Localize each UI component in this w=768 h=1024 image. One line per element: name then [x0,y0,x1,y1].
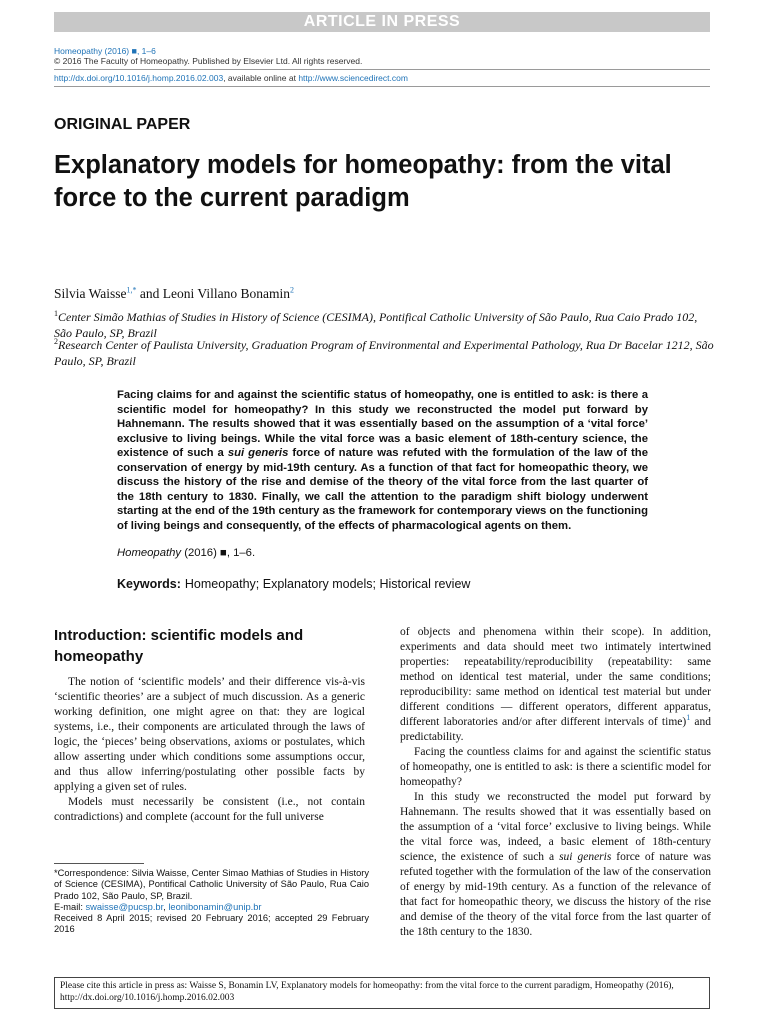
abstract-citation-year: (2016) [181,547,220,559]
journal-link[interactable]: Homeopathy (2016) [54,46,130,56]
abstract-citation [117,547,255,559]
email-label: E-mail: [54,901,86,912]
affiliation-number: 2 [54,337,58,346]
doi-link[interactable]: http://dx.doi.org/10.1016/j.homp.2016.02.003 [54,73,224,83]
email-link[interactable]: leonibonamin@unip.br [168,901,262,912]
abstract-text: force of nature was refuted with the formulation of the law of the conservation of energy by mid-19th century. As a function of that fact for homeopathic theory, we discuss the history of the rise and demise of the theory of the vital force from the last quarter of the 18th century to 1830. Finally, we call the attention to the paradigm shift biology underwent starting at the end of the 19th century as the framework for contemporary views on the functioning of living beings and consequently, of the effects of pharmacological agents on them. [117,447,648,532]
sciencedirect-link[interactable]: http://www.sciencedirect.com [298,73,408,83]
body-paragraph: The notion of ‘scientific models’ and their difference vis-à-vis ‘scientific theories’ are a subject of much discussion. As a generic working definition, one might agree on that: they are logical systems, i.e., their components are articulated through the laws of logic, the ‘pieces’ being observations, axioms or postulates, which allow asserting under which conditions some assumptions occur, and thus allow inferring/postulating other possible facts by applying a given set of rules. [54,676,365,793]
affiliation-text: Center Simão Mathias of Studies in History of Science (CESIMA), Pontifical Catholic University of São Paulo, Rua Caio Prado 102, São Paulo, SP, Brazil [54,310,698,340]
body-paragraph [400,625,711,745]
italic-term: sui generis [559,851,612,863]
reference-marker[interactable]: 1 [686,713,691,723]
author-name: Silvia Waisse [54,286,127,301]
author-list [54,286,294,302]
correspondence-footnote [54,868,369,936]
page-range: , 1–6 [136,46,156,56]
volume-placeholder-icon: ■ [131,46,137,56]
section-heading: Introduction: scientific models and homeopathy [54,627,304,665]
author-affiliation-marker[interactable]: 2 [289,285,294,295]
author-conjunction: and [136,286,163,301]
abstract-italic-term: sui generis [227,447,289,459]
copyright-line: © 2016 The Faculty of Homeopathy. Published by Elsevier Ltd. All rights reserved. [54,56,363,66]
header-divider-bottom [54,86,710,87]
author-affiliation-marker[interactable]: 1,* [126,285,137,295]
paragraph-text: force of nature was refuted together with the formulation of the law of the conservation of energy by mid-19th century. As a function of the relevance of that fact for homeopathic theory, we discuss the history of the rise and demise of the theory of the vital force from the last quarter of the 18th century to the 1830. [400,851,711,938]
footnote-divider [54,863,144,864]
abstract [117,388,648,533]
received-dates: Received 8 April 2015; revised 20 February 2016; accepted 29 February 2016 [54,913,369,935]
affiliation-number: 1 [54,309,58,318]
keywords-label: Keywords: [117,577,181,591]
body-paragraph: Facing the countless claims for and against the scientific status of homeopathy, one is entitled to ask: is there a scientific model for homeopathy? [400,746,711,788]
correspondence-text: *Correspondence: Silvia Waisse, Center Simao Mathias of Studies in History of Science (CESIMA), Pontifical Catholic University of São Paulo, Rua Caio Prado 102, São Paulo, SP, Brazil. [54,868,369,901]
article-in-press-banner: ARTICLE IN PRESS [54,12,710,32]
keywords-text: Homeopathy; Explanatory models; Historical review [184,577,471,591]
right-column [400,625,711,940]
paragraph-text: and predictability. [400,716,711,743]
body-paragraph: Models must necessarily be consistent (i.e., not contain contradictions) and complete (account for the full universe [54,796,365,823]
body-paragraph [400,790,711,940]
volume-placeholder-icon: ■ [220,547,227,559]
abstract-text: Facing claims for and against the scientific status of homeopathy, one is entitled to ask: is there a scientific model for homeopathy? In this study we reconstructed the model put forward by Hahnemann. The results showed that it was essentially based on the assumption of a ‘vital force’ exclusive to living beings. While the vital force was a basic element of 18th-century science, the existence of such a [117,389,648,459]
email-separator: , [163,901,169,912]
email-line [54,902,369,913]
affiliation-text: Research Center of Paulista University, Graduation Program of Environmental and Experimental Pathology, Rua Dr Bacelar 1212, São Paulo, SP, Brazil [54,338,714,368]
affiliation [54,338,714,369]
header-divider [54,69,710,70]
citation-notice-box: Please cite this article in press as: Waisse S, Bonamin LV, Explanatory models for homeopathy: from the vital force to the current paradigm, Homeopathy (2016), http://dx.doi.org/10.1016/j.homp.2016.02.003 [54,977,710,1009]
keywords [117,577,470,591]
left-column [54,625,365,825]
paragraph-text: of objects and phenomena within their scope). In addition, experiments and data should meet two intimately intertwined properties: repeatability/reproducibility (repeatability: same method on identical test material, under the same conditions; reproducibility: same method on identical test material but under different conditions — different operators, different apparatus, different laboratories and/or after different intervals of time) [400,626,711,728]
available-online-text: , available online at [223,73,299,83]
abstract-citation-journal: Homeopathy [117,547,182,559]
abstract-citation-pages: , 1–6. [226,547,256,559]
paragraph-text: In this study we reconstructed the model put forward by Hahnemann. The results showed that it was essentially based on the assumption of a ‘vital force’ exclusive to living beings. While the vital force was, indeed, a basic element of 18th-century science, the existence of such a [400,791,711,863]
doi-line [54,73,408,84]
article-title: Explanatory models for homeopathy: from the vital force to the current paradigm [54,151,672,212]
affiliation [54,310,714,341]
article-type-label: ORIGINAL PAPER [54,116,191,133]
email-link[interactable]: swaisse@pucsp.br [85,901,164,912]
author-name: Leoni Villano Bonamin [162,286,290,301]
